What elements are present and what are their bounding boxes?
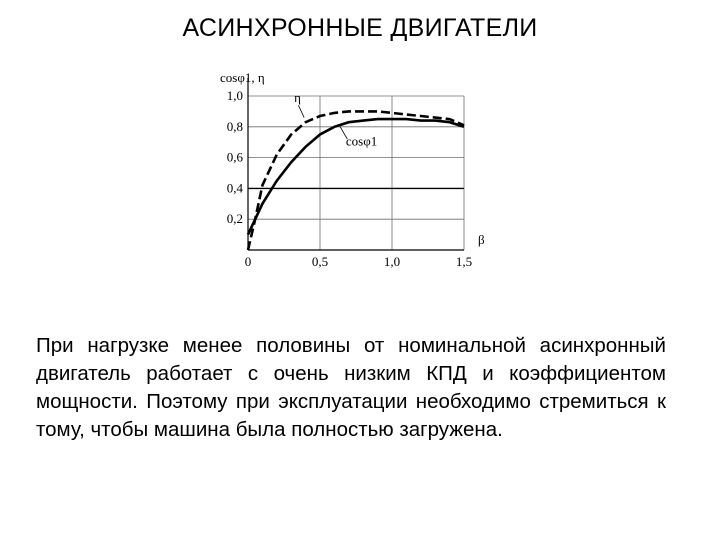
- y-tick-label: 0,2: [226, 211, 243, 227]
- body-paragraph: При нагрузке менее половины от номинальной асинхронный двигатель работает с очень низким КПД и коэффициентом мощности. Поэтому при эксплуатации необходимо стремиться к тому, чтобы машина была полностью загружена.: [36, 334, 666, 441]
- series-line-eta: [248, 111, 464, 250]
- x-tick-label: 1,5: [455, 254, 473, 269]
- y-tick-label: 0,6: [226, 149, 243, 165]
- series-label-cosphi: cosφ1: [345, 133, 378, 149]
- x-tick-label: 0: [244, 254, 252, 269]
- y-tick-label: 1,0: [226, 88, 243, 103]
- y-tick-label: 0,4: [226, 180, 243, 196]
- chart: [200, 60, 520, 280]
- y-tick-label: 0,8: [226, 118, 243, 134]
- x-tick-label: 0,5: [311, 254, 329, 269]
- y-axis-label: cosφ1, η: [220, 70, 265, 85]
- series-label-eta: η: [294, 90, 301, 106]
- slide-title: АСИНХРОННЫЕ ДВИГАТЕЛИ: [182, 14, 538, 42]
- x-axis-label: β: [478, 232, 485, 247]
- series-label-eta-pointer: [298, 105, 304, 117]
- x-tick-label: 1,0: [383, 254, 401, 269]
